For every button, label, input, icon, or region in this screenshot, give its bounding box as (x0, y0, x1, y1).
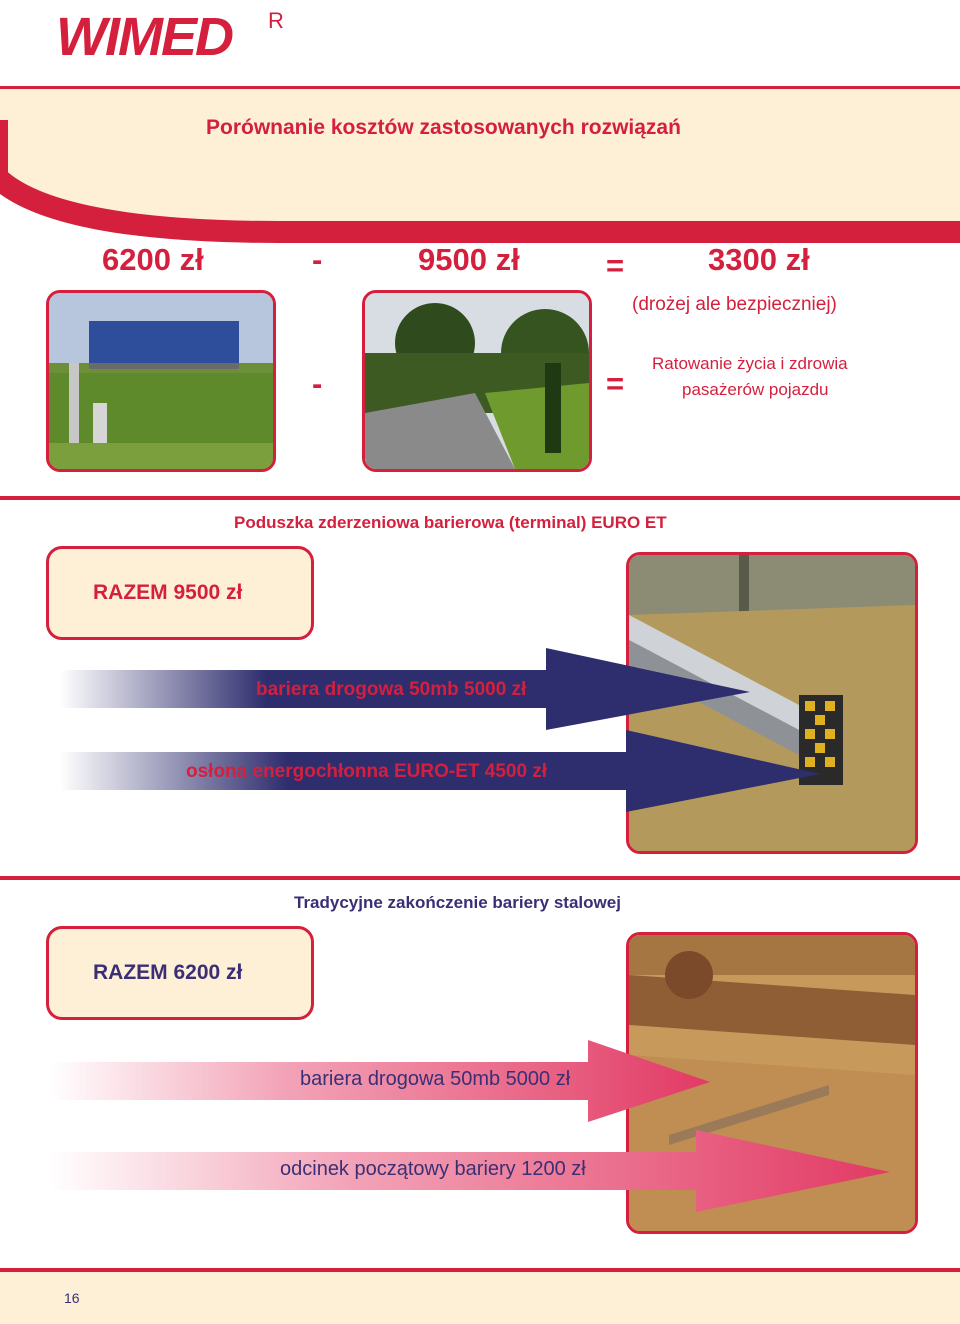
cost-arrow-terminal (60, 730, 820, 812)
arrow-label-terminal: osłona energochłonna EURO-ET 4500 zł (186, 761, 548, 782)
page-number: 16 (64, 1290, 80, 1306)
total-box-traditional (46, 926, 314, 1020)
footer-band (0, 1268, 960, 1324)
cost-difference: 3300 zł (708, 242, 810, 277)
result-note: (drożej ale bezpieczniej) (632, 294, 837, 315)
section1-title: Poduszka zderzeniowa barierowa (terminal) EURO ET (234, 513, 667, 532)
total-label-2: RAZEM 6200 zł (93, 961, 243, 984)
photo-road-sign (46, 290, 276, 472)
cost-arrow-barrier-2 (50, 1040, 710, 1122)
section-separator-1 (0, 496, 960, 500)
logo-text: WIMED (56, 7, 232, 67)
equals-operator: = (606, 248, 625, 283)
section2-title: Tradycyjne zakończenie bariery stalowej (294, 893, 621, 912)
page-title: Porównanie kosztów zastosowanych rozwiązań (206, 116, 681, 139)
minus-operator: - (312, 242, 323, 277)
cost-traditional: 6200 zł (102, 242, 204, 277)
wimed-logo (42, 4, 302, 68)
cost-euro-et: 9500 zł (418, 242, 520, 277)
photo-road-terminal (362, 290, 592, 472)
registered-mark: R (268, 8, 284, 33)
total-box-euro-et (46, 546, 314, 640)
arrow-label-start-section: odcinek początowy bariery 1200 zł (280, 1158, 586, 1180)
total-label: RAZEM 9500 zł (93, 581, 243, 604)
arrow-label-barrier: bariera drogowa 50mb 5000 zł (256, 679, 527, 700)
cost-arrow-barrier (60, 648, 750, 730)
benefit-line-1: Ratowanie życia i zdrowia (652, 354, 848, 373)
minus-operator-2: - (312, 366, 323, 401)
cost-arrow-start-section (50, 1130, 890, 1212)
equals-operator-2: = (606, 366, 625, 401)
benefit-line-2: pasażerów pojazdu (682, 380, 829, 399)
arrow-label-barrier-2: bariera drogowa 50mb 5000 zł (300, 1068, 571, 1090)
section-separator-2 (0, 876, 960, 880)
top-band-line (0, 86, 960, 89)
